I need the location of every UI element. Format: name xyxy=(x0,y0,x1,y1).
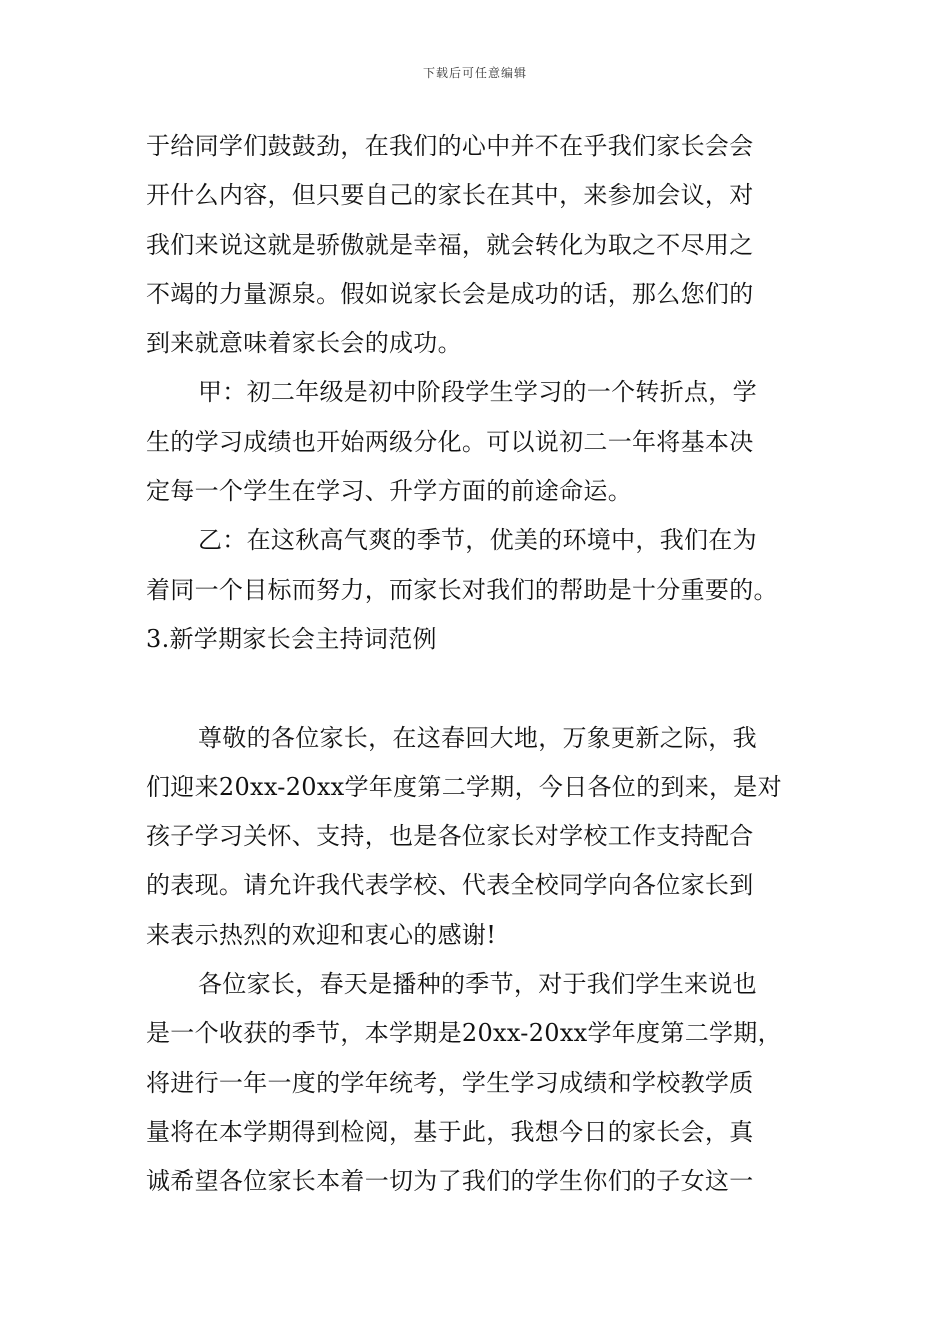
header-note: 下载后可任意编辑 xyxy=(422,66,527,80)
paragraph xyxy=(146,516,811,615)
section-title: 3.新学期家长会主持词范例 xyxy=(146,624,437,653)
text-line: 甲：初二年级是初中阶段学生学习的一个转折点，学 xyxy=(198,378,757,407)
text-line: 尊敬的各位家长，在这春回大地，万象更新之际，我 xyxy=(198,723,757,752)
text-line: 不竭的力量源泉。假如说家长会是成功的话，那么您们的 xyxy=(146,279,754,308)
text-line: 于给同学们鼓鼓劲，在我们的心中并不在乎我们家长会会 xyxy=(146,132,754,160)
text-line: 着同一个目标而努力，而家长对我们的帮助是十分重要的。 xyxy=(146,575,778,604)
text-line: 开什么内容，但只要自己的家长在其中，来参加会议，对 xyxy=(146,181,754,210)
text-line: 定每一个学生在学习、升学方面的前途命运。 xyxy=(146,477,632,506)
paragraph xyxy=(146,960,811,1206)
paragraph xyxy=(146,368,811,516)
text-line: 们迎来20xx-20xx学年度第二学期，今日各位的到来，是对 xyxy=(146,772,782,801)
text-line: 的表现。请允许我代表学校、代表全校同学向各位家长到 xyxy=(146,871,754,900)
text-line: 乙：在这秋高气爽的季节，优美的环境中，我们在为 xyxy=(198,526,757,555)
text-line: 将进行一年一度的学年统考，学生学习成绩和学校教学质 xyxy=(146,1068,754,1097)
text-line: 我们来说这就是骄傲就是幸福，就会转化为取之不尽用之 xyxy=(146,230,754,259)
text-line: 来表示热烈的欢迎和衷心的感谢! xyxy=(146,920,497,949)
document-body xyxy=(146,122,811,1207)
paragraph xyxy=(146,122,811,368)
text-line: 各位家长，春天是播种的季节，对于我们学生来说也 xyxy=(198,970,757,999)
text-line: 生的学习成绩也开始两级分化。可以说初二一年将基本决 xyxy=(146,427,754,456)
text-line: 到来就意味着家长会的成功。 xyxy=(146,329,462,358)
text-line: 是一个收获的季节，本学期是20xx-20xx学年度第二学期， xyxy=(146,1019,782,1048)
blank-line xyxy=(146,664,811,713)
text-line: 孩子学习关怀、支持，也是各位家长对学校工作支持配合 xyxy=(146,822,754,851)
text-line: 量将在本学期得到检阅，基于此，我想今日的家长会，真 xyxy=(146,1117,754,1146)
paragraph xyxy=(146,714,811,960)
section-heading xyxy=(146,615,811,664)
text-line: 诚希望各位家长本着一切为了我们的学生你们的子女这一 xyxy=(146,1167,754,1196)
